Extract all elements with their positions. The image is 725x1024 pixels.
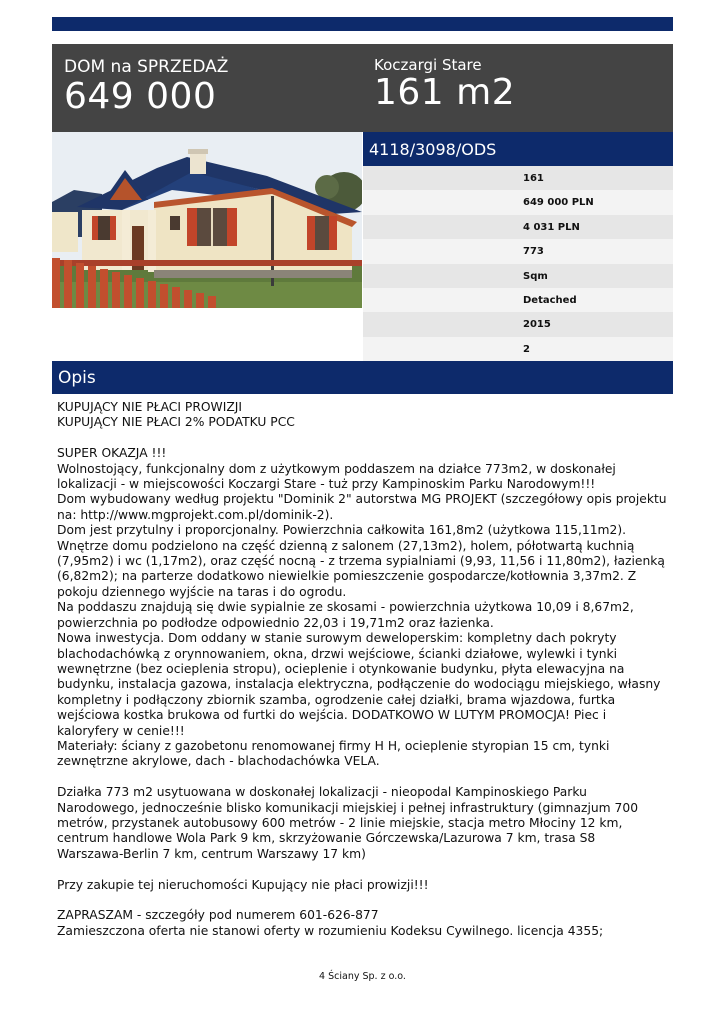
footer-company: 4 Ściany Sp. z o.o. [319,971,406,982]
spec-row [363,190,673,214]
spec-value: 4 031 PLN [523,221,580,233]
spec-row [363,337,673,361]
house-photo [52,132,362,308]
description-heading: Opis [58,368,96,388]
spec-value: Detached [523,294,577,306]
reference-number-bar [363,132,673,166]
spec-value: 2 [523,343,530,355]
location-label: Koczargi Stare [374,56,482,74]
spec-row [363,288,673,312]
listing-header [52,44,673,132]
specs-table [363,166,673,361]
spec-value: 161 [523,173,544,184]
spec-row [363,215,673,239]
reference-number: 4118/3098/ODS [369,140,497,159]
area-value: 161 m2 [374,72,516,113]
spec-value: 2015 [523,319,551,331]
description-heading-bar [52,361,673,394]
spec-row [363,264,673,288]
spec-row [363,239,673,263]
price-value: 649 000 [64,76,217,117]
spec-value: 649 000 PLN [523,197,594,209]
description-text: KUPUJĄCY NIE PŁACI PROWIZJI KUPUJĄCY NIE PŁACI 2% PODATKU PCC SUPER OKAZJA !!! Wolnostojący, funkcjonalny dom z użytkowym poddaszem na działce 773m2, w doskonałej lokalizacji - w miejscowości Koczargi Stare - tuż przy Kampinoskim Parku Narodowym!!! Dom wybudowany według projektu "Dominik 2" autorstwa MG PROJEKT (szczegółowy opis projektu na: http://www.mgprojekt.com.pl/dominik-2). Dom jest przytulny i proporcjonalny. Powierzchnia całkowita 161,8m2 (użytkowa 115,11m2). Wnętrze domu podzielono na część dzienną z salonem (27,13m2), holem, półotwartą kuchnią (7,95m2) i wc (1,17m2), oraz część nocną - z trzema sypialniami (9,93, 11,56 i 11,80m2), łazienką (6,82m2); na parterze dodatkowo niewielkie pomieszczenie gospodarcze/kotłownia 3,37m2. Z pokoju dziennego wyjście na taras i do ogrodu. Na poddaszu znajdują się dwie sypialnie ze skosami - powierzchnia użytkowa 10,09 i 8,67m2, powierzchnia po podłodze odpowiednio 22,03 i 19,71m2 oraz łazienka. Nowa inwestycja. Dom oddany w stanie surowym deweloperskim: kompletny dach pokryty blachodachówką z orynnowaniem, okna, drzwi wejściowe, ścianki działowe, wylewki i tynki wewnętrzne (bez ocieplenia stropu), ocieplenie i otynkowanie budynku, płyta elewacyjna na budynku, instalacja gazowa, instalacja elektryczna, podłączenie do wodociągu miejskiego, własny kompletny i podłączony zbiornik szamba, ogrodzenie całej działki, brama wjazdowa, furtka wejściowa kostka brukowa od furtki do wejścia. DODATKOWO W LUTYM PROMOCJA! Piec i kaloryfery w cenie!!! Materiały: ściany z gazobetonu renomowanej firmy H H, ocieplenie styropian 15 cm, tynki zewnętrzne akrylowe, dach - blachodachówka VELA. Działka 773 m2 usytuowana w doskonałej lokalizacji - nieopodal Kampinoskiego Parku Narodowego, jednocześnie blisko komunikacji miejskiej i pełnej infrastruktury (gimnazjum 700 metrów, przystanek autobusowy 600 metrów - 2 linie miejskie, stacja metro Młociny 12 km, centrum handlowe Wola Park 9 km, skrzyżowanie Górczewska/Lazurowa 7 km, trasa S8 Warszawa-Berlin 7 km, centrum Warszawy 17 km) Przy zakupie tej nieruchomości Kupujący nie płaci prowizji!!! ZAPRASZAM - szczegóły pod numerem 601-626-877 Zamieszczona oferta nie stanowi oferty w rozumieniu Kodeksu Cywilnego. licencja 4355; [57,400,667,938]
property-type-label: DOM na SPRZEDAŻ [64,57,229,77]
spec-row [363,166,673,190]
top-accent-bar [52,17,673,31]
spec-row [363,312,673,336]
spec-value: Sqm [523,270,548,282]
spec-value: 773 [523,246,544,258]
